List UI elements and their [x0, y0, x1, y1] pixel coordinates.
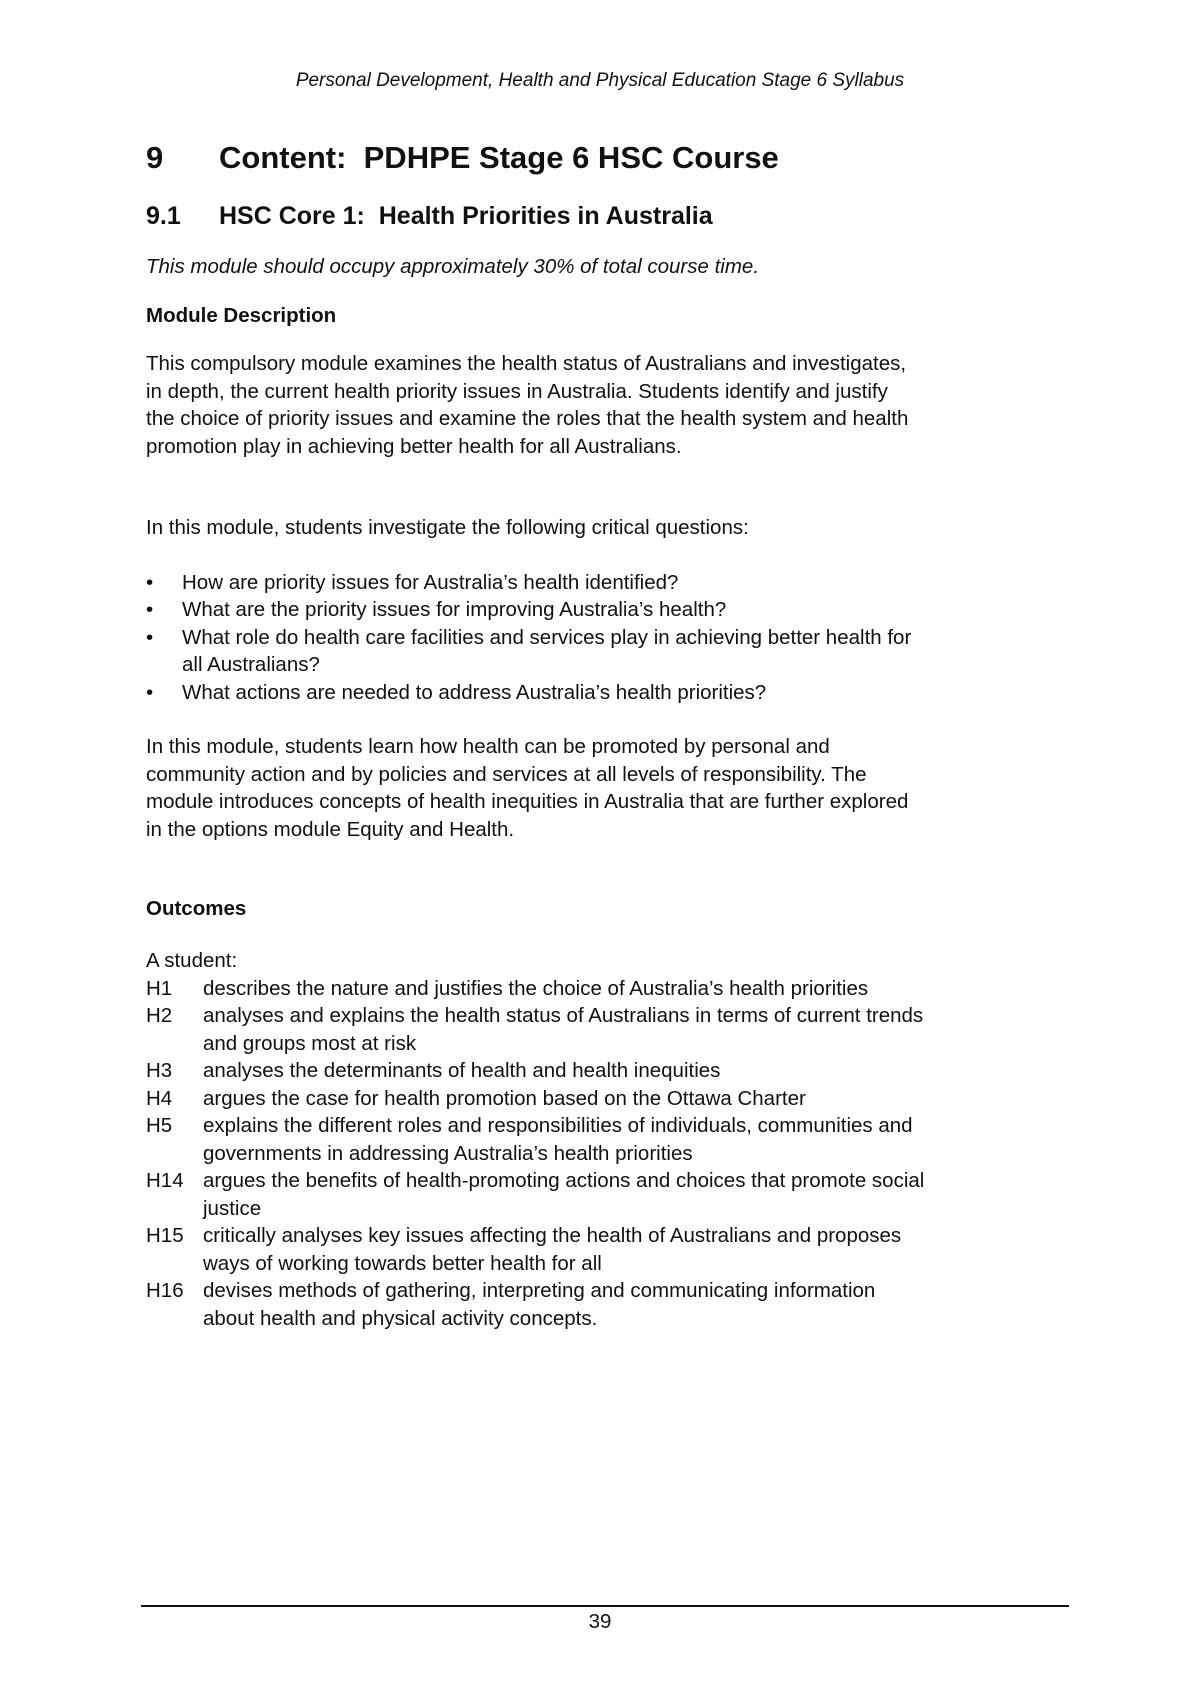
page-content [146, 140, 1076, 1332]
outcome-code: H5 [146, 1114, 173, 1137]
question-line: What role do health care facilities and services play in achieving better health for [182, 625, 912, 649]
outcome-text [203, 1057, 720, 1085]
paragraph-line: in depth, the current health priority issues in Australia. Students identify and justify [146, 379, 888, 403]
question-text: What are the priority issues for improving Australia’s health? [182, 598, 727, 621]
paragraph-line: module introduces concepts of health inequities in Australia that are further explored [146, 790, 909, 813]
list-item [146, 624, 1076, 679]
outcome-code: H2 [146, 1004, 173, 1027]
outcome-line: justice [203, 1196, 262, 1220]
learning-paragraph [146, 733, 1076, 843]
paragraph-line: in the options module Equity and Health. [146, 817, 515, 841]
subsection-title: HSC Core 1: Health Priorities in Australia [219, 202, 713, 230]
outcome-item [146, 1002, 1076, 1057]
outcome-line: describes the nature and justifies the choice of Australia’s health priorities [203, 976, 869, 1000]
outcome-text [203, 1222, 901, 1277]
outcome-item [146, 1277, 1076, 1332]
paragraph-line: the choice of priority issues and examine the roles that the health system and health [146, 407, 909, 430]
outcome-item [146, 1085, 1076, 1113]
outcome-code: H3 [146, 1059, 173, 1082]
section-number: 9 [146, 140, 164, 175]
outcome-code: H14 [146, 1169, 184, 1192]
outcome-line: explains the different roles and responsibilities of individuals, communities and [203, 1114, 913, 1137]
question-text: How are priority issues for Australia’s health identified? [182, 570, 679, 594]
outcome-line: analyses and explains the health status of Australians in terms of current trends [203, 1004, 924, 1027]
outcomes-heading: Outcomes [146, 897, 247, 920]
outcome-item [146, 1112, 1076, 1167]
critical-questions-lead: In this module, students investigate the following critical questions: [146, 516, 749, 539]
question-line: all Australians? [182, 653, 320, 676]
outcome-item [146, 1057, 1076, 1085]
bullet-icon: • [146, 625, 154, 649]
outcome-text [203, 1085, 806, 1113]
paragraph-line: In this module, students learn how health can be promoted by personal and [146, 735, 830, 758]
outcome-line: argues the benefits of health-promoting actions and choices that promote social [203, 1169, 925, 1192]
running-header: Personal Development, Health and Physical Education Stage 6 Syllabus [295, 70, 905, 91]
question-text [182, 624, 911, 679]
outcome-line: argues the case for health promotion based on the Ottawa Charter [203, 1086, 806, 1110]
module-description-heading: Module Description [146, 304, 337, 327]
bullet-icon: • [146, 598, 154, 621]
outcome-text [203, 1277, 875, 1332]
outcomes-lead: A student: [146, 949, 238, 972]
outcomes-list [146, 975, 1076, 1333]
list-item [146, 569, 1076, 597]
outcome-code: H16 [146, 1279, 184, 1302]
outcome-code: H1 [146, 976, 173, 1000]
page-number: 39 [588, 1610, 612, 1633]
critical-questions-list [146, 569, 1076, 707]
subsection-number: 9.1 [146, 202, 181, 230]
paragraph-line: promotion play in achieving better health for all Australians. [146, 434, 682, 458]
outcome-line: governments in addressing Australia’s health priorities [203, 1141, 693, 1165]
question-text: What actions are needed to address Australia’s health priorities? [182, 680, 767, 704]
outcome-text [203, 1112, 913, 1167]
outcome-line: ways of working towards better health for all [203, 1251, 602, 1275]
subsection-heading [146, 202, 1076, 231]
section-heading [146, 140, 1076, 176]
outcome-item [146, 1167, 1076, 1222]
outcome-line: and groups most at risk [203, 1031, 417, 1055]
course-time-note: This module should occupy approximately 30% of total course time. [146, 255, 760, 278]
outcome-item [146, 1222, 1076, 1277]
bullet-icon: • [146, 570, 154, 594]
outcome-code: H15 [146, 1224, 184, 1247]
outcome-line: analyses the determinants of health and health inequities [203, 1059, 721, 1082]
footer-divider [141, 1605, 1069, 1607]
list-item [146, 596, 1076, 624]
paragraph-line: community action and by policies and services at all levels of responsibility. The [146, 762, 867, 786]
outcome-line: devises methods of gathering, interpreting and communicating information [203, 1279, 876, 1302]
outcome-text [203, 1167, 924, 1222]
module-description-paragraph [146, 350, 1076, 460]
paragraph-line: This compulsory module examines the health status of Australians and investigates, [146, 352, 907, 375]
outcome-line: critically analyses key issues affecting the health of Australians and proposes [203, 1224, 902, 1247]
outcome-line: about health and physical activity concepts. [203, 1306, 598, 1330]
bullet-icon: • [146, 680, 154, 704]
outcome-text [203, 975, 868, 1003]
outcome-item [146, 975, 1076, 1003]
outcome-text [203, 1002, 923, 1057]
list-item [146, 679, 1076, 707]
outcome-code: H4 [146, 1086, 173, 1110]
section-title: Content: PDHPE Stage 6 HSC Course [219, 140, 779, 175]
